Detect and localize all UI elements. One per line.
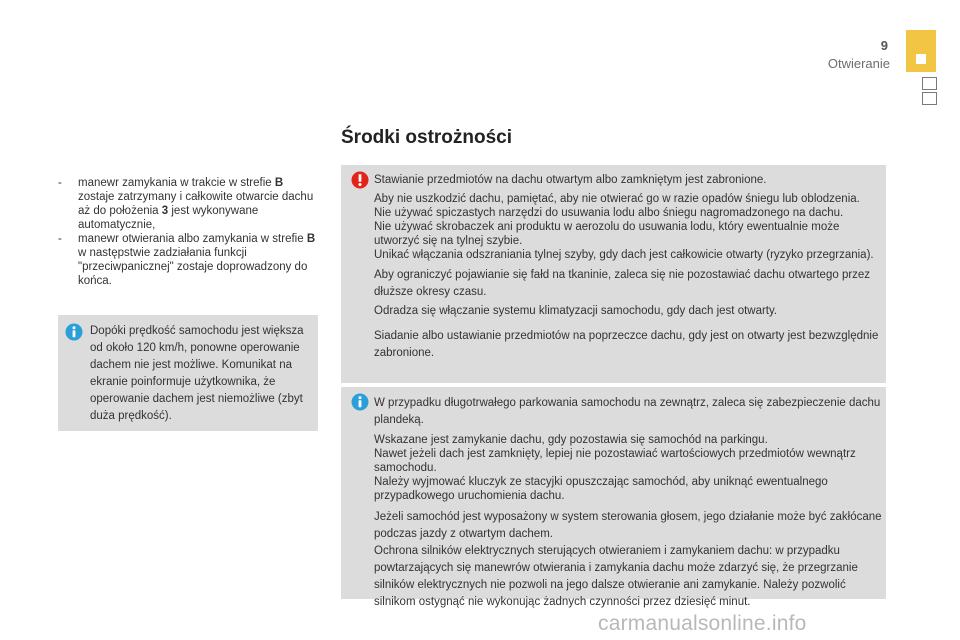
list-text: manewr otwierania albo zamykania w strefie <box>78 233 307 245</box>
list-item <box>58 232 320 288</box>
zone-label: B <box>274 177 284 189</box>
parking-info-box <box>341 387 886 608</box>
chapter-tab-active[interactable] <box>906 30 936 72</box>
list-dash: - <box>58 177 62 189</box>
warning-box <box>341 165 886 383</box>
warning-paragraph: Odradza się włączanie systemu klimatyzacji samochodu, gdy dach jest otwarty. <box>374 305 778 317</box>
warning-paragraph <box>374 192 882 262</box>
warning-line: Unikać włączania odszraniania tylnej szyby, gdy dach jest całkowicie otwarty (ryzyko przegrzania). <box>374 249 874 261</box>
section-name: Otwieranie <box>827 56 890 71</box>
info-line: Nawet jeżeli dach jest zamknięty, lepiej nie pozostawiać wartościowych przedmiotów wewnątrz samochodu. <box>374 448 856 474</box>
speed-info-box <box>58 315 318 431</box>
list-item <box>58 176 320 232</box>
warning-paragraph: Aby ograniczyć pojawianie się fałd na tkaninie, zaleca się nie pozostawiać dachu otwartego przez dłuższe okresy czasu. <box>374 269 871 298</box>
left-bullet-list <box>58 176 320 288</box>
watermark: carmanualsonline.info <box>598 612 807 635</box>
warning-line: Aby nie uszkodzić dachu, pamiętać, aby nie otwierać go w razie opadów śniegu lub oblodzenia. <box>374 193 860 205</box>
info-icon <box>65 323 83 341</box>
section-title: Środki ostrożności <box>341 127 513 148</box>
info-paragraph: Ochrona silników elektrycznych sterujących otwieraniem i zamykaniem dachu: w przypadku powtarzających się manewrów otwierania i zamykania dachu może zdarzyć się, że przegrzanie silników elektrycznych nie pozwoli na jego dalsze otwieranie ani zamykanie. Należy pozwolić silnikom ostygnąć nie wykonując żadnych czynności przez dziesięć minut. <box>374 545 858 608</box>
exclamation-warning-icon <box>351 171 369 189</box>
list-dash: - <box>58 233 62 245</box>
warning-line: Nie używać spiczastych narzędzi do usuwania lodu albo śniegu nagromadzonego na dachu. <box>374 207 844 219</box>
position-label: 3 <box>161 205 169 217</box>
info-icon <box>351 393 369 411</box>
page-number: 9 <box>880 38 888 53</box>
list-text: w następstwie zadziałania funkcji "przeciwpanicznej" zostaje doprowadzony do końca. <box>78 247 308 287</box>
list-text: manewr zamykania w trakcie w strefie <box>78 177 275 189</box>
info-text: Dopóki prędkość samochodu jest większa od około 120 km/h, ponowne operowanie dachem nie jest możliwe. Komunikat na ekranie poinformuje użytkownika, że operowanie dachem jest niemożliwe (zbyt duża prędkość). <box>90 325 304 422</box>
info-text <box>374 395 882 616</box>
zone-label: B <box>306 233 316 245</box>
warning-text <box>374 173 882 367</box>
info-paragraph: W przypadku długotrwałego parkowania samochodu na zewnątrz, zaleca się zabezpieczenie dachu plandeką. <box>374 397 881 426</box>
info-paragraph <box>374 433 882 503</box>
warning-line: Nie używać skrobaczek ani produktu w aerozolu do usuwania lodu, który ewentualnie może utworzyć się na tylnej szybie. <box>374 221 840 247</box>
info-paragraph: Jeżeli samochód jest wyposażony w system sterowania głosem, jego działanie może być zakłócane podczas jazdy z otwartym dachem. <box>374 511 882 540</box>
chapter-tab[interactable] <box>922 77 937 90</box>
warning-paragraph: Stawianie przedmiotów na dachu otwartym albo zamkniętym jest zabronione. <box>374 174 767 186</box>
list-text: jest wykonywane automatycznie, <box>78 205 259 231</box>
tab-marker-icon <box>916 54 926 64</box>
info-line: Wskazane jest zamykanie dachu, gdy pozostawia się samochód na parkingu. <box>374 434 768 446</box>
list-text: zostaje zatrzymany i całkowite otwarcie dachu aż do położenia <box>78 191 314 217</box>
warning-paragraph: Siadanie albo ustawianie przedmiotów na poprzeczce dachu, gdy jest on otwarty jest bezwzględnie zabronione. <box>374 330 879 359</box>
chapter-tab[interactable] <box>922 92 937 105</box>
info-line: Należy wyjmować kluczyk ze stacyjki opuszczając samochód, aby uniknąć ewentualnego przypadkowego uruchomienia dachu. <box>374 476 828 502</box>
